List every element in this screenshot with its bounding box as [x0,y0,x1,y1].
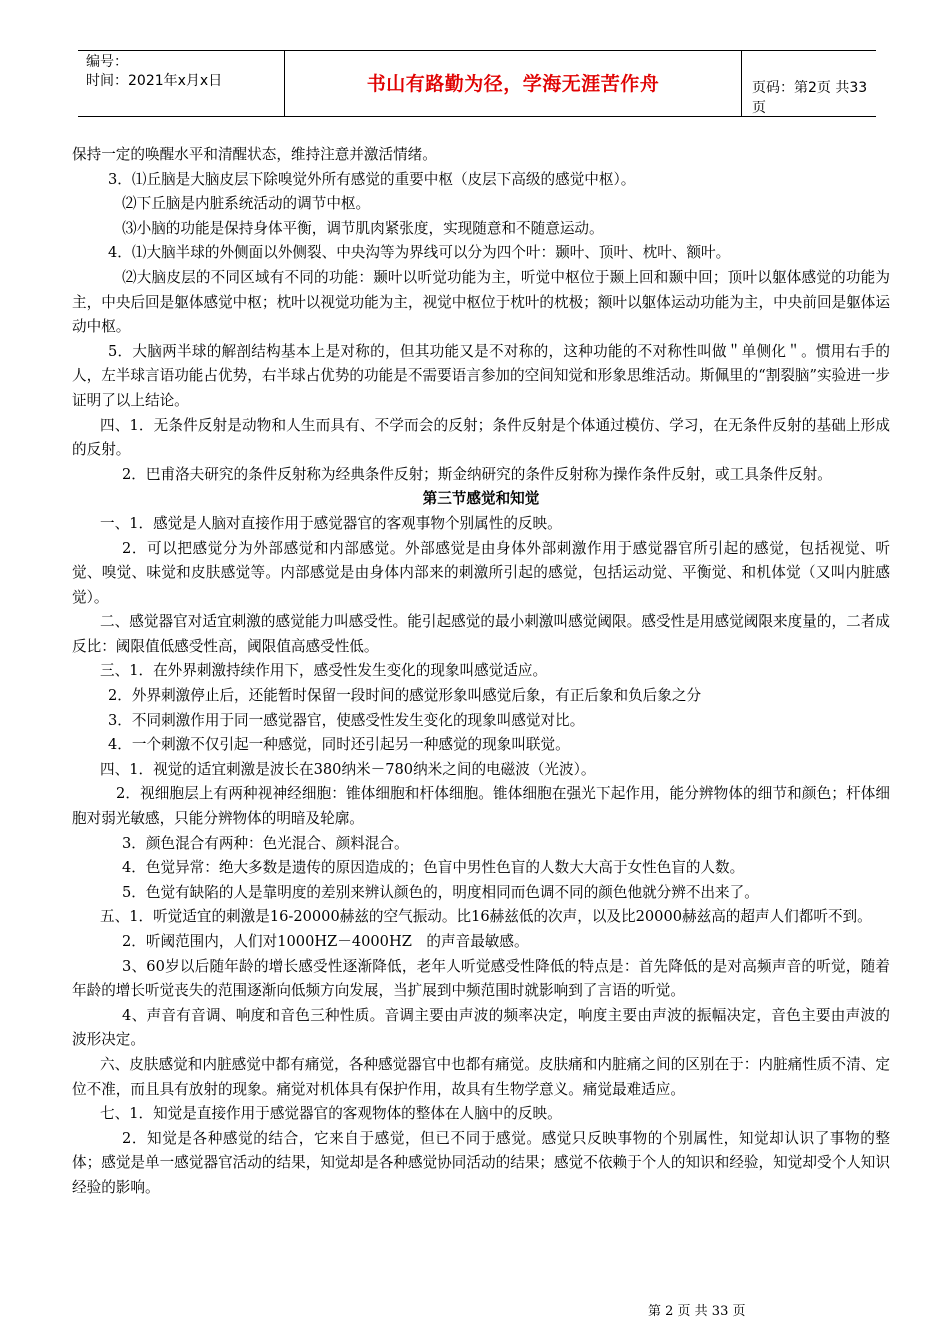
document-body [72,143,890,1201]
paragraph: ⑶小脑的功能是保持身体平衡，调节肌肉紧张度，实现随意和不随意运动。 [122,219,604,237]
paragraph: 保持一定的唤醒水平和清醒状态，维持注意并激活情绪。 [72,146,437,163]
paragraph: 五、1．听觉适宜的刺激是16-20000赫兹的空气振动。比16赫兹低的次声，以及比20000赫兹高的超声人们都听不到。 [100,908,872,926]
paragraph: 四、1．视觉的适宜刺激是波长在380纳米－780纳米之间的电磁波（光波）。 [100,760,596,778]
paragraph: 4．⑴大脑半球的外侧面以外侧裂、中央沟等为界线可以分为四个叶：颞叶、顶叶、枕叶、额叶。 [108,244,731,262]
paragraph: 4．色觉异常：绝大多数是遗传的原因造成的；色盲中男性色盲的人数大大高于女性色盲的人数。 [122,859,745,877]
page-header [78,50,876,117]
paragraph: 3、60岁以后随年龄的增长感受性逐渐降低，老年人听觉感受性降低的特点是：首先降低的是对高频声音的听觉，随着年龄的增长听觉丧失的范围逐渐向低频方向发展，当扩展到中频范围时就影响到了言语的听觉。 [72,957,890,1000]
header-meta [86,53,286,91]
paragraph: 3．⑴丘脑是大脑皮层下除嗅觉外所有感觉的重要中枢（皮层下高级的感觉中枢）。 [108,170,636,188]
paragraph: 四、1．无条件反射是动物和人生而具有、不学而会的反射；条件反射是个体通过模仿、学习，在无条件反射的基础上形成的反射。 [72,416,890,459]
paragraph: 4．一个刺激不仅引起一种感觉，同时还引起另一种感觉的现象叫联觉。 [108,736,570,754]
paragraph: 七、1．知觉是直接作用于感觉器官的客观物体的整体在人脑中的反映。 [100,1105,562,1123]
paragraph: 三、1．在外界刺激持续作用下，感受性发生变化的现象叫感觉适应。 [100,662,548,680]
paragraph: ⑵下丘脑是内脏系统活动的调节中枢。 [122,195,371,213]
header-page-number: 页码：第2页 共33页 [752,80,868,116]
paragraph: 2．知觉是各种感觉的结合，它来自于感觉，但已不同于感觉。感觉只反映事物的个别属性，知觉却认识了事物的整体；感觉是单一感觉器官活动的结果，知觉却是各种感觉协同活动的结果；感觉不依赖于个人的知识和经验，知觉却受个人知识经验的影响。 [72,1129,890,1196]
paragraph: 2．听阈范围内，人们对1000HZ－4000HZ 的声音最敏感。 [122,933,529,950]
paragraph: 2．可以把感觉分为外部感觉和内部感觉。外部感觉是由身体外部刺激作用于感觉器官所引起的感觉，包括视觉、听觉、嗅觉、味觉和皮肤感觉等。内部感觉是由身体内部来的刺激所引起的感觉，包括运动觉、平衡觉、和机体觉（又叫内脏感觉）。 [72,539,890,606]
paragraph: 3．颜色混合有两种：色光混合、颜料混合。 [122,834,409,852]
paragraph: 二、感觉器官对适宜刺激的感觉能力叫感受性。能引起感觉的最小刺激叫感觉阈限。感受性是用感觉阈限来度量的，二者成反比：阈限值低感受性高，阈限值高感受性低。 [72,613,890,655]
paragraph: 六、皮肤感觉和内脏感觉中都有痛觉，各种感觉器官中也都有痛觉。皮肤痛和内脏痛之间的区别在于：内脏痛性质不清、定位不准，而且具有放射的现象。痛觉对机体具有保护作用，故具有生物学意义。痛觉最难适应。 [72,1055,890,1098]
paragraph: 一、1．感觉是人脑对直接作用于感觉器官的客观事物个别属性的反映。 [100,514,562,532]
header-time: 时间：2021年x月x日 [86,73,223,89]
header-motto-box [284,51,742,116]
paragraph: ⑵大脑皮层的不同区域有不同的功能：颞叶以听觉功能为主，听觉中枢位于颞上回和颞中回；顶叶以躯体感觉的功能为主，中央后回是躯体感觉中枢；枕叶以视觉功能为主，视觉中枢位于枕叶的枕极；额叶以躯体运动功能为主，中央前回是躯体运动中枢。 [72,268,890,336]
paragraph: 2．外界刺激停止后，还能暂时保留一段时间的感觉形象叫感觉后象，有正后象和负后象之分 [108,687,702,705]
section-heading: 第三节感觉和知觉 [422,490,540,508]
header-motto: 书山有路勤为径，学海无涯苦作舟 [366,73,660,95]
paragraph: 5．色觉有缺陷的人是靠明度的差别来辨认颜色的，明度相同而色调不同的颜色他就分辨不出来了。 [122,883,759,901]
header-serial: 编号： [86,54,128,70]
paragraph: 4、声音有音调、响度和音色三种性质。音调主要由声波的频率决定，响度主要由声波的振幅决定，音色主要由声波的波形决定。 [72,1006,890,1049]
paragraph: 5．大脑两半球的解剖结构基本上是对称的，但其功能又是不对称的，这种功能的不对称性叫做＂单侧化＂。惯用右手的人，左半球言语功能占优势，右半球占优势的功能是不需要语言参加的空间知觉和形象思维活动。斯佩里的“割裂脑”实验进一步证明了以上结论。 [72,342,890,409]
paragraph: 3．不同刺激作用于同一感觉器官，使感受性发生变化的现象叫感觉对比。 [108,711,585,729]
paragraph: 2．视细胞层上有两种视神经细胞：锥体细胞和杆体细胞。锥体细胞在强光下起作用，能分辨物体的细节和颜色；杆体细胞对弱光敏感，只能分辨物体的明暗及轮廓。 [72,785,890,828]
footer-page-number: 第 2 页 共 33 页 [648,1304,746,1319]
paragraph: 2．巴甫洛夫研究的条件反射称为经典条件反射；斯金纳研究的条件反射称为操作条件反射，或工具条件反射。 [122,465,832,483]
